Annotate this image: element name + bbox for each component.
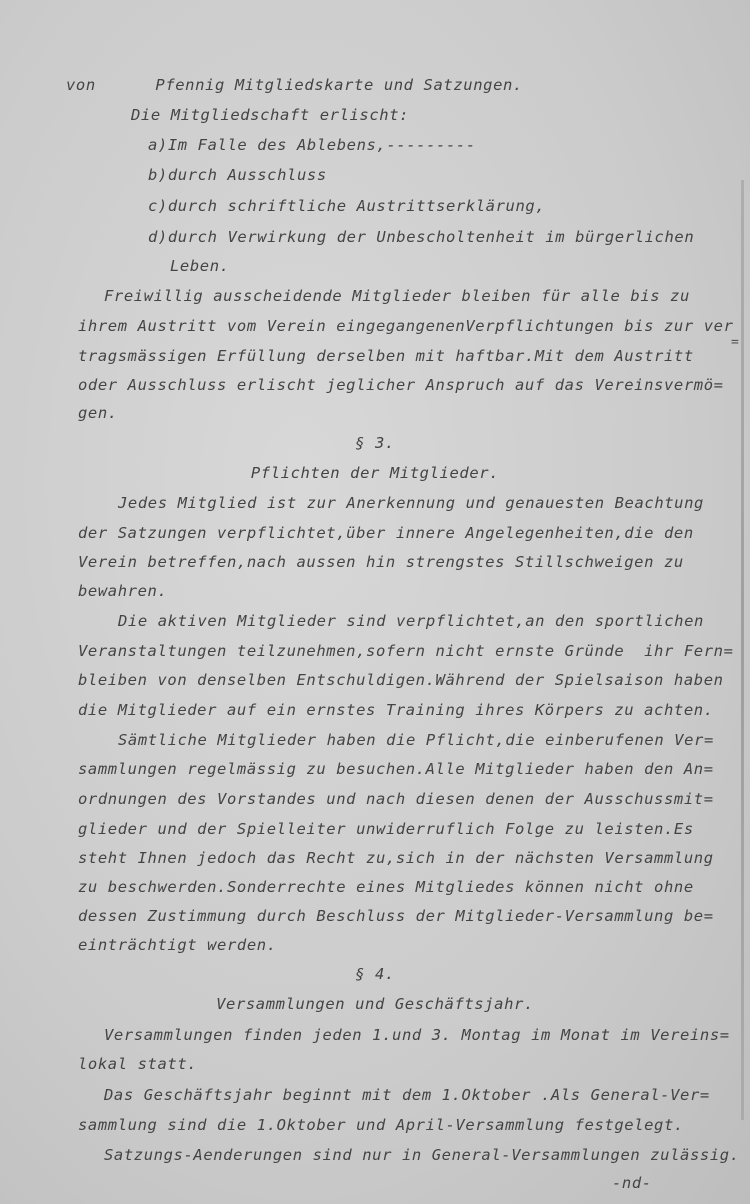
text-line: dessen Zustimmung durch Beschluss der Mitglieder-Versammlung be=	[78, 907, 714, 925]
text-line: sammlung sind die 1.Oktober und April-Versammlung festgelegt.	[78, 1116, 684, 1134]
text-line: Freiwillig ausscheidende Mitglieder bleiben für alle bis zu	[104, 287, 690, 305]
text-line: Versammlungen finden jeden 1.und 3. Montag im Monat im Vereins=	[104, 1026, 730, 1044]
text-line: Sämtliche Mitglieder haben die Pflicht,die einberufenen Ver=	[118, 731, 714, 749]
text-line: zu beschwerden.Sonderrechte eines Mitgliedes können nicht ohne	[78, 878, 694, 896]
text-line: steht Ihnen jedoch das Recht zu,sich in der nächsten Versammlung	[78, 849, 714, 867]
text-line: glieder und der Spielleiter unwiderruflich Folge zu leisten.Es	[78, 820, 694, 838]
text-line: einträchtigt werden.	[78, 936, 277, 954]
text-line: Jedes Mitglied ist zur Anerkennung und genauesten Beachtung	[118, 494, 704, 512]
section-number: § 3.	[355, 434, 395, 452]
text-line: Verein betreffen,nach aussen hin strengstes Stillschweigen zu	[78, 553, 684, 571]
continuation-marker: -nd-	[612, 1174, 652, 1192]
text-line: tragsmässigen Erfüllung derselben mit haftbar.Mit dem Austritt	[78, 347, 694, 365]
section-heading: Pflichten der Mitglieder.	[250, 464, 500, 482]
list-item: b)durch Ausschluss	[148, 166, 327, 184]
list-item: a)Im Falle des Ablebens,---------	[148, 136, 476, 154]
text-line: Satzungs-Aenderungen sind nur in General-Versammlungen zulässig.	[104, 1146, 740, 1164]
text-line: gen.	[78, 404, 118, 422]
text-line: die Mitglieder auf ein ernstes Training ihres Körpers zu achten.	[78, 701, 714, 719]
section-number: § 4.	[355, 965, 395, 983]
margin-mark: =	[731, 335, 739, 350]
text-line: sammlungen regelmässig zu besuchen.Alle Mitglieder haben den An=	[78, 760, 714, 778]
text-line: Die aktiven Mitglieder sind verpflichtet,an den sportlichen	[118, 612, 704, 630]
list-item: c)durch schriftliche Austrittserklärung,	[148, 197, 546, 215]
text-line: bleiben von denselben Entschuldigen.Während der Spielsaison haben	[78, 671, 724, 689]
text-line: lokal statt.	[78, 1055, 198, 1073]
text-line: ihrem Austritt vom Verein eingegangenenVerpflichtungen bis zur ver	[78, 317, 734, 335]
text-line: der Satzungen verpflichtet,über innere Angelegenheiten,die den	[78, 524, 694, 542]
section-heading: Versammlungen und Geschäftsjahr.	[216, 995, 534, 1013]
text-line: Veranstaltungen teilzunehmen,sofern nicht ernste Gründe ihr Fern=	[78, 642, 734, 660]
list-item: d)durch Verwirkung der Unbescholtenheit im bürgerlichen	[148, 228, 695, 246]
text-line: von Pfennig Mitgliedskarte und Satzungen.	[66, 76, 523, 94]
text-line: oder Ausschluss erlischt jeglicher Anspruch auf das Vereinsvermö=	[78, 376, 724, 394]
text-line: ordnungen des Vorstandes und nach diesen denen der Ausschussmit=	[78, 790, 714, 808]
text-line: Leben.	[170, 257, 230, 275]
text-line: bewahren.	[78, 582, 168, 600]
text-line: Die Mitgliedschaft erlischt:	[131, 106, 410, 124]
text-line: Das Geschäftsjahr beginnt mit dem 1.Oktober .Als General-Ver=	[104, 1086, 710, 1104]
